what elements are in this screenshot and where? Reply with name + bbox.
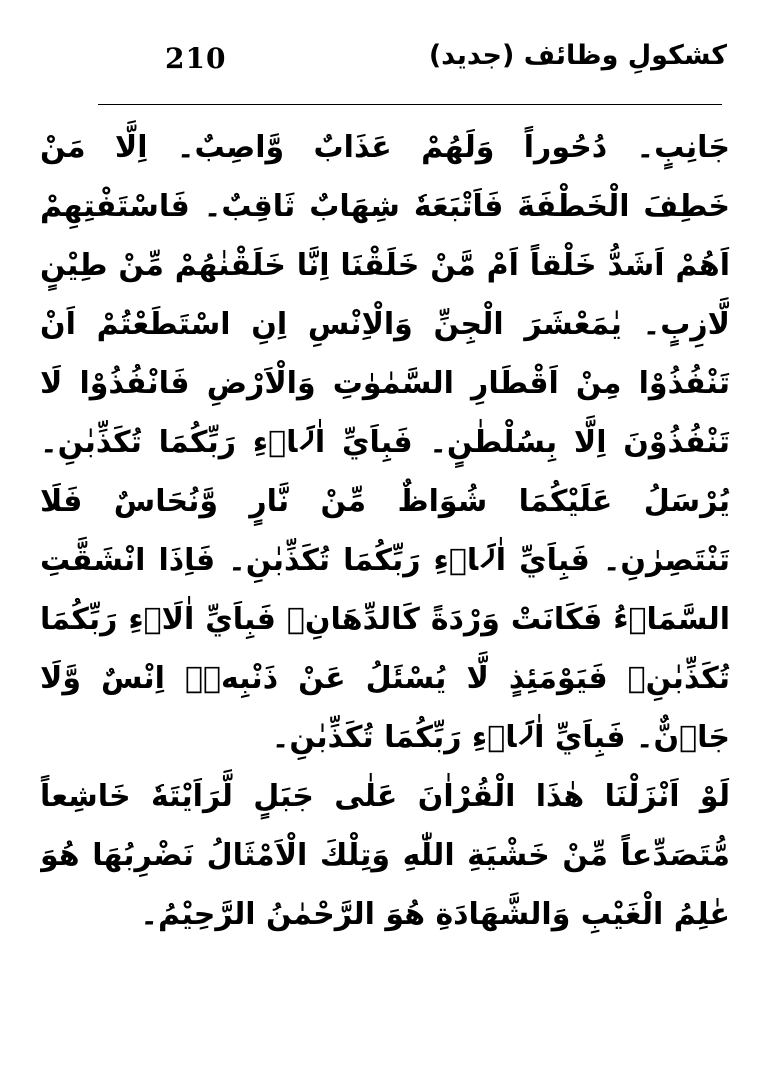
text-line-10: تُكَذِّبٰنِ۔ فَيَوْمَئِذٍ لَّا يُسْئَلُ عَنْ ذَنْبِهٖۤ اِنْسٌ وَّلَا bbox=[40, 661, 730, 696]
text-line-5: تَنْفُذُوْا مِنْ اَقْطَارِ السَّمٰوٰتِ وَالْاَرْضِ فَانْفُذُوْا لَا bbox=[40, 366, 730, 401]
text-line-13: مُّتَصَدِّعاً مِّنْ خَشْيَةِ اللّٰهِ وَتِلْكَ الْاَمْثَالُ نَضْرِبُهَا هُوَ bbox=[40, 838, 730, 873]
text-line-11: جَاۤنٌّ۔ فَبِاَيِّ اٰلَاۤءِ رَبِّكُمَا تُكَذِّبٰنِ۔ bbox=[271, 720, 730, 755]
text-line-14: عٰلِمُ الْغَيْبِ وَالشَّهَادَةِ هُوَ الرَّحْمٰنُ الرَّحِيْمُ۔ bbox=[140, 897, 730, 932]
text-line-6: تَنْفُذُوْنَ اِلَّا بِسُلْطٰنٍ۔ فَبِاَيِّ اٰلَاۤءِ رَبِّكُمَا تُكَذِّبٰنِ۔ bbox=[40, 425, 730, 460]
page-header bbox=[0, 40, 769, 100]
book-title: کشکولِ وظائف (جدید) bbox=[428, 40, 727, 71]
text-line-8: تَنْتَصِرٰنِ۔ فَبِاَيِّ اٰلَاۤءِ رَبِّكُمَا تُكَذِّبٰنِ۔ فَاِذَا انْشَقَّتِ bbox=[40, 543, 730, 578]
text-line-4: لَّازِبٍ۔ يٰمَعْشَرَ الْجِنِّ وَالْاِنْسِ اِنِ اسْتَطَعْتُمْ اَنْ bbox=[40, 307, 730, 342]
arabic-body-text bbox=[40, 118, 730, 944]
text-line-2: خَطِفَ الْخَطْفَةَ فَاَتْبَعَهٗ شِهَابٌ ثَاقِبٌ۔ فَاسْتَفْتِهِمْ bbox=[40, 189, 730, 224]
text-line-1: جَانِبٍ۔ دُحُوراً وَلَهُمْ عَذَابٌ وَّاصِبٌ۔ اِلَّا مَنْ bbox=[40, 130, 730, 165]
text-line-12: لَوْ اَنْزَلْنَا هٰذَا الْقُرْاٰنَ عَلٰى جَبَلٍ لَّرَاَيْتَهٗ خَاشِعاً bbox=[40, 779, 730, 814]
text-line-7: يُرْسَلُ عَلَيْكُمَا شُوَاظٌ مِّنْ نَّارٍ وَّنُحَاسٌ فَلَا bbox=[40, 484, 730, 519]
header-divider bbox=[98, 104, 722, 105]
text-line-3: اَهُمْ اَشَدُّ خَلْقاً اَمْ مَّنْ خَلَقْنَا اِنَّا خَلَقْنٰهُمْ مِّنْ طِيْنٍ bbox=[40, 248, 730, 283]
text-line-9: السَّمَاۤءُ فَكَانَتْ وَرْدَةً كَالدِّهَانِ۔ فَبِاَيِّ اٰلَاۤءِ رَبِّكُمَا bbox=[40, 602, 730, 637]
page-number: 210 bbox=[165, 42, 227, 75]
